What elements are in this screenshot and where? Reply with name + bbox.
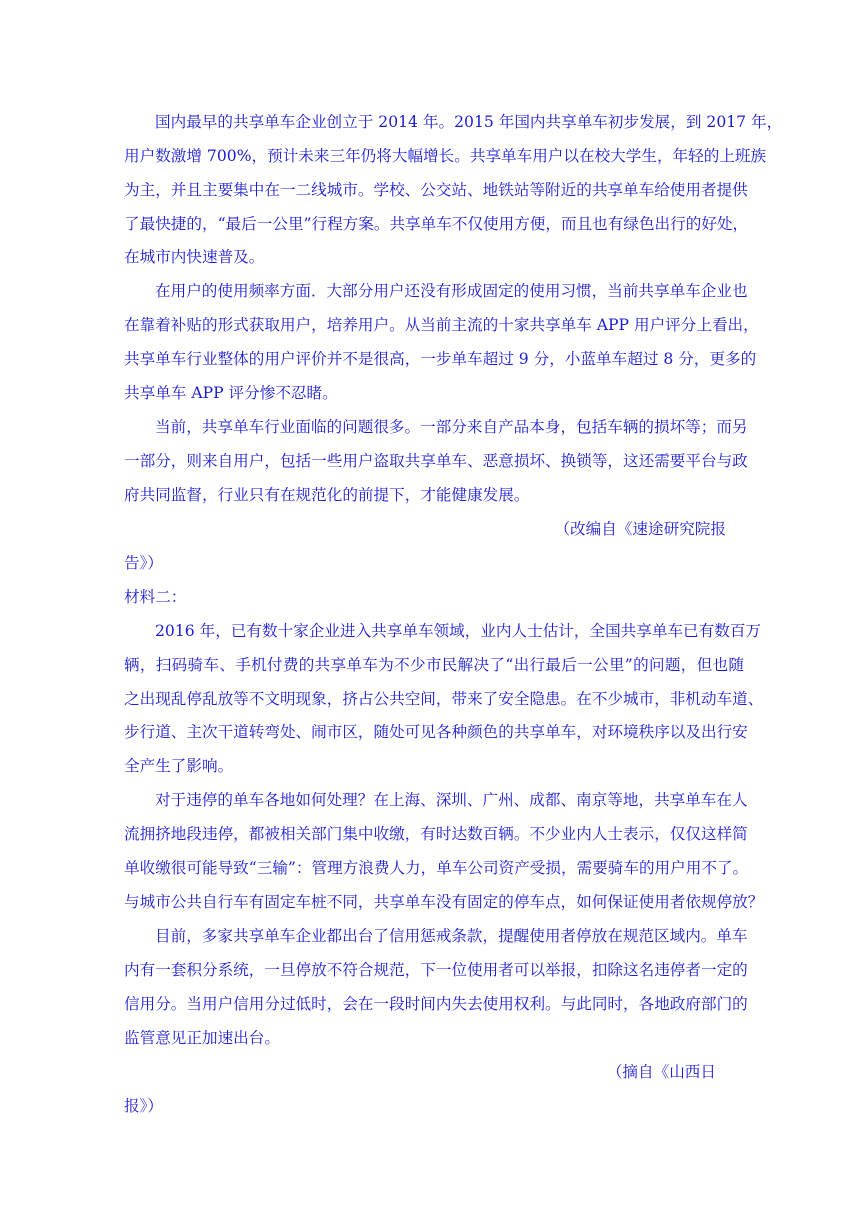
paragraph-line: 国内最早的共享单车企业创立于 2014 年。2015 年国内共享单车初步发展，到 2017 年， xyxy=(155,113,783,131)
paragraph-line: 在用户的使用频率方面．大部分用户还没有形成固定的使用习惯，当前共享单车企业也 xyxy=(155,282,748,300)
paragraph-line: 为主，并且主要集中在一二线城市。学校、公交站、地铁站等附近的共享单车给使用者提供 xyxy=(124,181,748,199)
paragraph-line: 目前，多家共享单车企业都出台了信用惩戒条款，提醒使用者停放在规范区域内。单车 xyxy=(155,927,748,945)
paragraph-line: 单收缴很可能导致“三输”：管理方浪费人力，单车公司资产受损，需要骑车的用户用不了。 xyxy=(124,859,749,877)
paragraph-line: 之出现乱停乱放等不文明现象，挤占公共空间，带来了安全隐患。在不少城市，非机动车道、 xyxy=(124,690,764,708)
paragraph-line: 当前，共享单车行业面临的问题很多。一部分来自产品本身，包括车辆的损坏等；而另 xyxy=(155,418,748,436)
paragraph-line: 2016 年，已有数十家企业进入共享单车领域，业内人士估计，全国共享单车已有数百万 xyxy=(155,622,762,640)
paragraph-line: 内有一套积分系统，一旦停放不符合规范，下一位使用者可以举报，扣除这名违停者一定的 xyxy=(124,961,748,979)
paragraph-line: 步行道、主次干道转弯处、闹市区，随处可见各种颜色的共享单车，对环境秩序以及出行安 xyxy=(124,723,748,741)
paragraph-line: 一部分，则来自用户，包括一些用户盗取共享单车、恶意损坏、换锁等，这还需要平台与政 xyxy=(124,452,748,470)
source-citation: （摘自《山西日 xyxy=(606,1063,716,1081)
paragraph-line: 监管意见正加速出台。 xyxy=(124,1029,280,1047)
paragraph-line: 对于违停的单车各地如何处理？在上海、深圳、广州、成都、南京等地，共享单车在人 xyxy=(155,791,748,809)
paragraph-line: 信用分。当用户信用分过低时，会在一段时间内失去使用权利。与此同时，各地政府部门的 xyxy=(124,995,748,1013)
source-citation-continued: 报》） xyxy=(124,1097,163,1115)
paragraph-line: 全产生了影响。 xyxy=(124,757,234,775)
paragraph-line: 流拥挤地段违停，都被相关部门集中收缴，有时达数百辆。不少业内人士表示，仅仅这样简 xyxy=(124,825,748,843)
paragraph-line: 辆，扫码骑车、手机付费的共享单车为不少市民解决了“出行最后一公里”的问题，但也随 xyxy=(124,656,744,674)
paragraph-line: 在靠着补贴的形式获取用户，培养用户。从当前主流的十家共享单车 APP 用户评分上看出， xyxy=(124,316,759,334)
paragraph-line: 府共同监督，行业只有在规范化的前提下，才能健康发展。 xyxy=(124,486,530,504)
paragraph-line: 了最快捷的，“最后一公里”行程方案。共享单车不仅使用方便，而且也有绿色出行的好处， xyxy=(124,215,749,233)
paragraph-line: 共享单车 APP 评分惨不忍睹。 xyxy=(124,384,338,402)
section-heading: 材料二： xyxy=(124,588,187,606)
source-citation: （改编自《速途研究院报 xyxy=(554,520,726,538)
source-citation-continued: 告》） xyxy=(124,554,163,572)
paragraph-line: 在城市内快速普及。 xyxy=(124,248,265,266)
paragraph-line: 与城市公共自行车有固定车桩不同，共享单车没有固定的停车点，如何保证使用者依规停放？ xyxy=(124,893,764,911)
paragraph-line: 用户数激增 700%，预计未来三年仍将大幅增长。共享单车用户以在校大学生，年轻的上班族 xyxy=(124,147,767,165)
paragraph-line: 共享单车行业整体的用户评价并不是很高，一步单车超过 9 分，小蓝单车超过 8 分，更多的 xyxy=(124,350,757,368)
